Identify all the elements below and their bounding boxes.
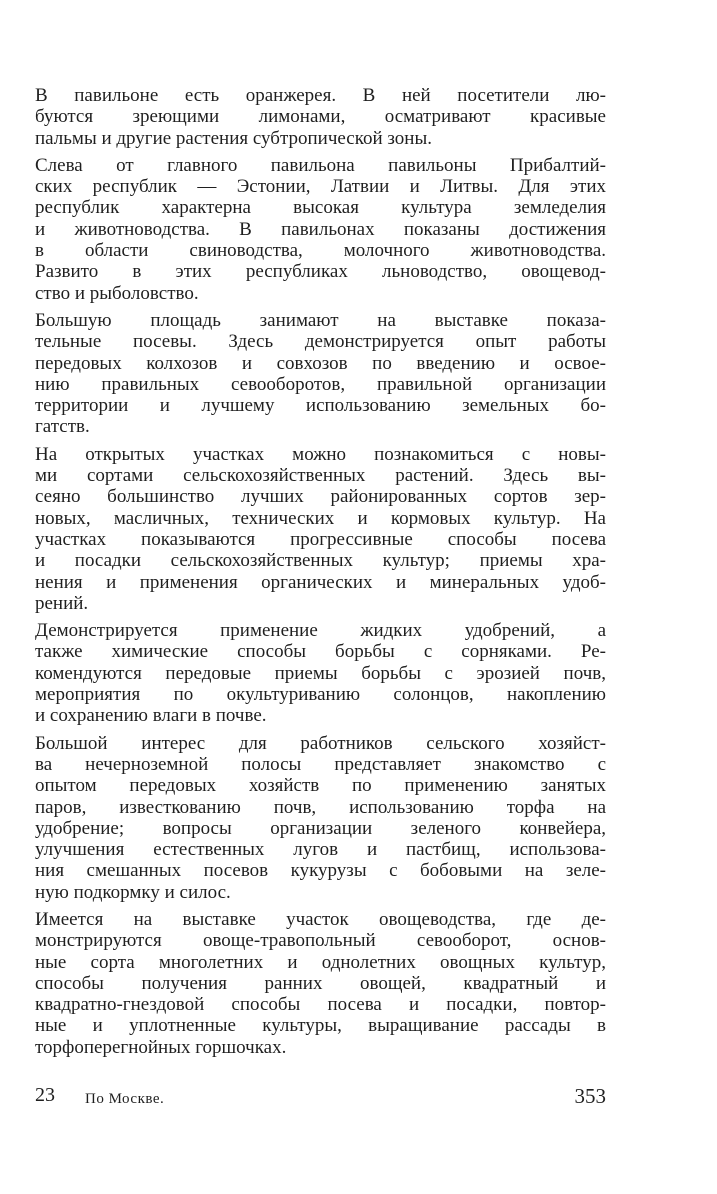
text-line: Имеется на выставке участок овощеводства, где де- (35, 908, 606, 930)
text-line: в области свиноводства, молочного животноводства. (35, 240, 606, 262)
text-line: и сохранению влаги в почве. (35, 705, 267, 727)
text-line: гатств. (35, 416, 90, 438)
paragraph (35, 444, 606, 614)
text-line: В павильоне есть оранжерея. В ней посетители лю- (35, 85, 606, 106)
text-line: ния смешанных посевов кукурузы с бобовыми на зеле- (35, 860, 606, 882)
text-line: квадратно-гнездовой способы посева и посадки, повтор- (35, 994, 606, 1016)
paragraph (35, 155, 606, 304)
text-line: опытом передовых хозяйств по применению занятых (35, 775, 606, 797)
text-line: монстрируются овоще-травопольный севооборот, основ- (35, 930, 606, 952)
text-line: удобрение; вопросы организации зеленого конвейера, (35, 817, 606, 839)
text-line: Большую площадь занимают на выставке показа- (35, 309, 606, 331)
page-number: 353 (574, 1084, 606, 1108)
text-line: и посадки сельскохозяйственных культур; приемы хра- (35, 550, 606, 572)
text-line: торфоперегнойных горшочках. (35, 1036, 287, 1058)
paragraph (35, 620, 606, 726)
body-text (35, 85, 606, 1064)
signature-number: 23 (35, 1084, 55, 1106)
paragraph (35, 85, 606, 149)
text-line: новых, масличных, технических и кормовых культур. На (35, 507, 606, 529)
text-line: нения и применения органических и минеральных удоб- (35, 571, 606, 593)
text-line: ских республик — Эстонии, Латвии и Литвы. Для этих (35, 176, 606, 198)
text-line: ство и рыболовство. (35, 282, 199, 304)
text-line: ные и уплотненные культуры, выращивание рассады в (35, 1015, 606, 1037)
text-line: Демонстрируется применение жидких удобрений, а (35, 620, 606, 642)
text-line: пальмы и другие растения субтропической зоны. (35, 127, 432, 149)
text-line: участках показываются прогрессивные способы посева (35, 528, 606, 550)
text-line: также химические способы борьбы с сорняками. Ре- (35, 641, 606, 663)
text-line: и животноводства. В павильонах показаны достижения (35, 218, 606, 240)
text-line: способы получения ранних овощей, квадратный и (35, 972, 606, 994)
paragraph (35, 310, 606, 438)
text-line: передовых колхозов и совхозов по введению и освое- (35, 352, 606, 374)
signature-text: По Москве. (85, 1091, 165, 1107)
text-line: ми сортами сельскохозяйственных растений. Здесь вы- (35, 465, 606, 487)
text-line: тельные посевы. Здесь демонстрируется опыт работы (35, 331, 606, 353)
page-footer (35, 1084, 606, 1114)
text-line: республик характерна высокая культура земледелия (35, 197, 606, 219)
text-line: паров, известкованию почв, использованию торфа на (35, 796, 606, 818)
text-line: Большой интерес для работников сельского хозяйст- (35, 732, 606, 754)
text-line: сеяно большинство лучших районированных сортов зер- (35, 486, 606, 508)
text-line: ную подкормку и силос. (35, 881, 231, 903)
text-line: Слева от главного павильона павильоны Прибалтий- (35, 154, 606, 176)
text-line: ные сорта многолетних и однолетних овощных культур, (35, 951, 606, 973)
text-line: улучшения естественных лугов и пастбищ, использова- (35, 839, 606, 861)
text-line: территории и лучшему использованию земельных бо- (35, 395, 606, 417)
text-line: рений. (35, 592, 89, 614)
text-line: комендуются передовые приемы борьбы с эрозией почв, (35, 662, 606, 684)
paragraph (35, 733, 606, 903)
text-line: буются зреющими лимонами, осматривают красивые (35, 106, 606, 128)
text-line: На открытых участках можно познакомиться с новы- (35, 443, 606, 465)
text-line: мероприятия по окультуриванию солонцов, накоплению (35, 684, 606, 706)
text-line: нию правильных севооборотов, правильной организации (35, 373, 606, 395)
text-line: Развито в этих республиках льноводство, овощевод- (35, 261, 606, 283)
text-line: ва нечерноземной полосы представляет знакомство с (35, 753, 606, 775)
paragraph (35, 909, 606, 1058)
